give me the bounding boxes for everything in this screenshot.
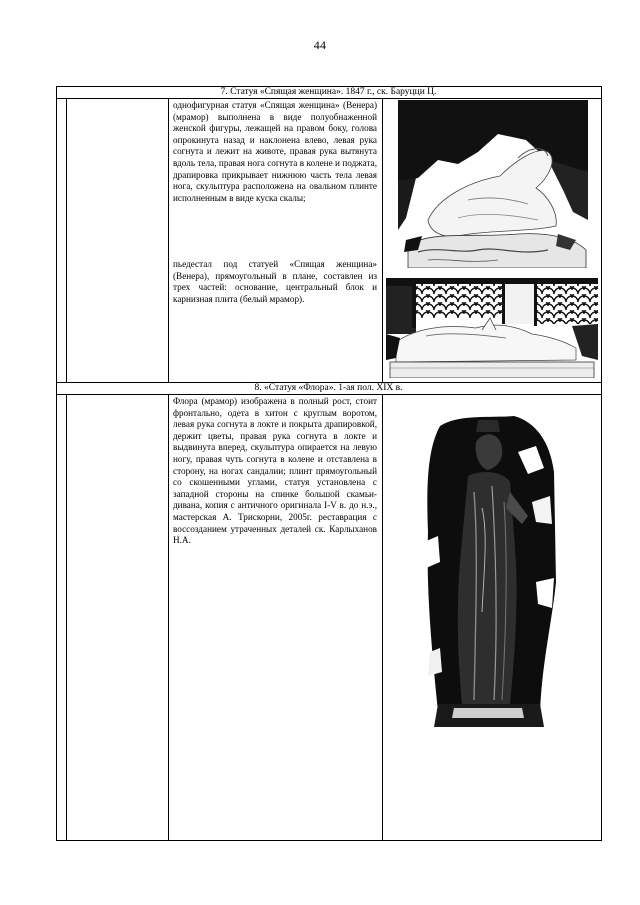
table-rule: [56, 86, 57, 841]
description-paragraph: Флора (мрамор) изображена в полный рост, стоит фронтально, одета в хитон с круглым воротом, левая рука согнута в локте и покрыта драпировкой, держит цветы, правая рука согнута в локте и выдвинута вперед, скульптура опирается на левую ногу, правая чуть согнута в колене и отставлена в сторону, на ногах сандалии; плинт прямоугольный со скошенными углами, статуя установлена с западной стороны на спинке большой скамьи-дивана, копия с античного оригинала I-V в. до н.э., мастерская А. Трискорни, 2005г. реставрация с воссозданием утраченных деталей ск. Карлыханов Н.А.: [173, 396, 377, 546]
table-rule: [168, 394, 169, 841]
flora-statue-photo: [418, 412, 558, 727]
table-rule: [66, 98, 67, 383]
table-rule: [601, 86, 602, 841]
reclining-statue-photo-closeup: [398, 100, 588, 268]
table-rule: [56, 840, 602, 841]
page-number: 44: [313, 38, 327, 52]
item-description: [173, 396, 377, 547]
item-description: [173, 100, 377, 204]
description-paragraph: пьедестал под статуей «Спящая женщина» (Венера), прямоугольный в плане, составлен из трех частей: основание, центральный блок и карнизная плита (белый мрамор).: [173, 259, 377, 304]
description-paragraph: однофигурная статуя «Спящая женщина» (Венера) (мрамор) выполнена в виде полуобнаженной женской фигуры, лежащей на правом боку, голова опрокинута назад и наклонена влево, левая рука согнута и лежит на животе, правая рука вытянута вдоль тела, правая нога согнута в колене и поджата, драпировка прикрывает нижнюю часть тела левая нога, скульптура расположена на овальном плинте исполненным в виде куска скалы;: [173, 100, 377, 203]
table-rule: [66, 394, 67, 841]
table-rule: [168, 98, 169, 383]
reclining-statue-photo-side: [386, 278, 598, 378]
table-rule: [382, 394, 383, 841]
item-description: [173, 259, 377, 305]
section-header: 8. «Статуя «Флора». 1-ая пол. XIX в.: [254, 383, 403, 393]
table-rule: [382, 98, 383, 383]
section-header: 7. Статуя «Спящая женщина». 1847 г., ск. Баруцци Ц.: [220, 87, 437, 97]
